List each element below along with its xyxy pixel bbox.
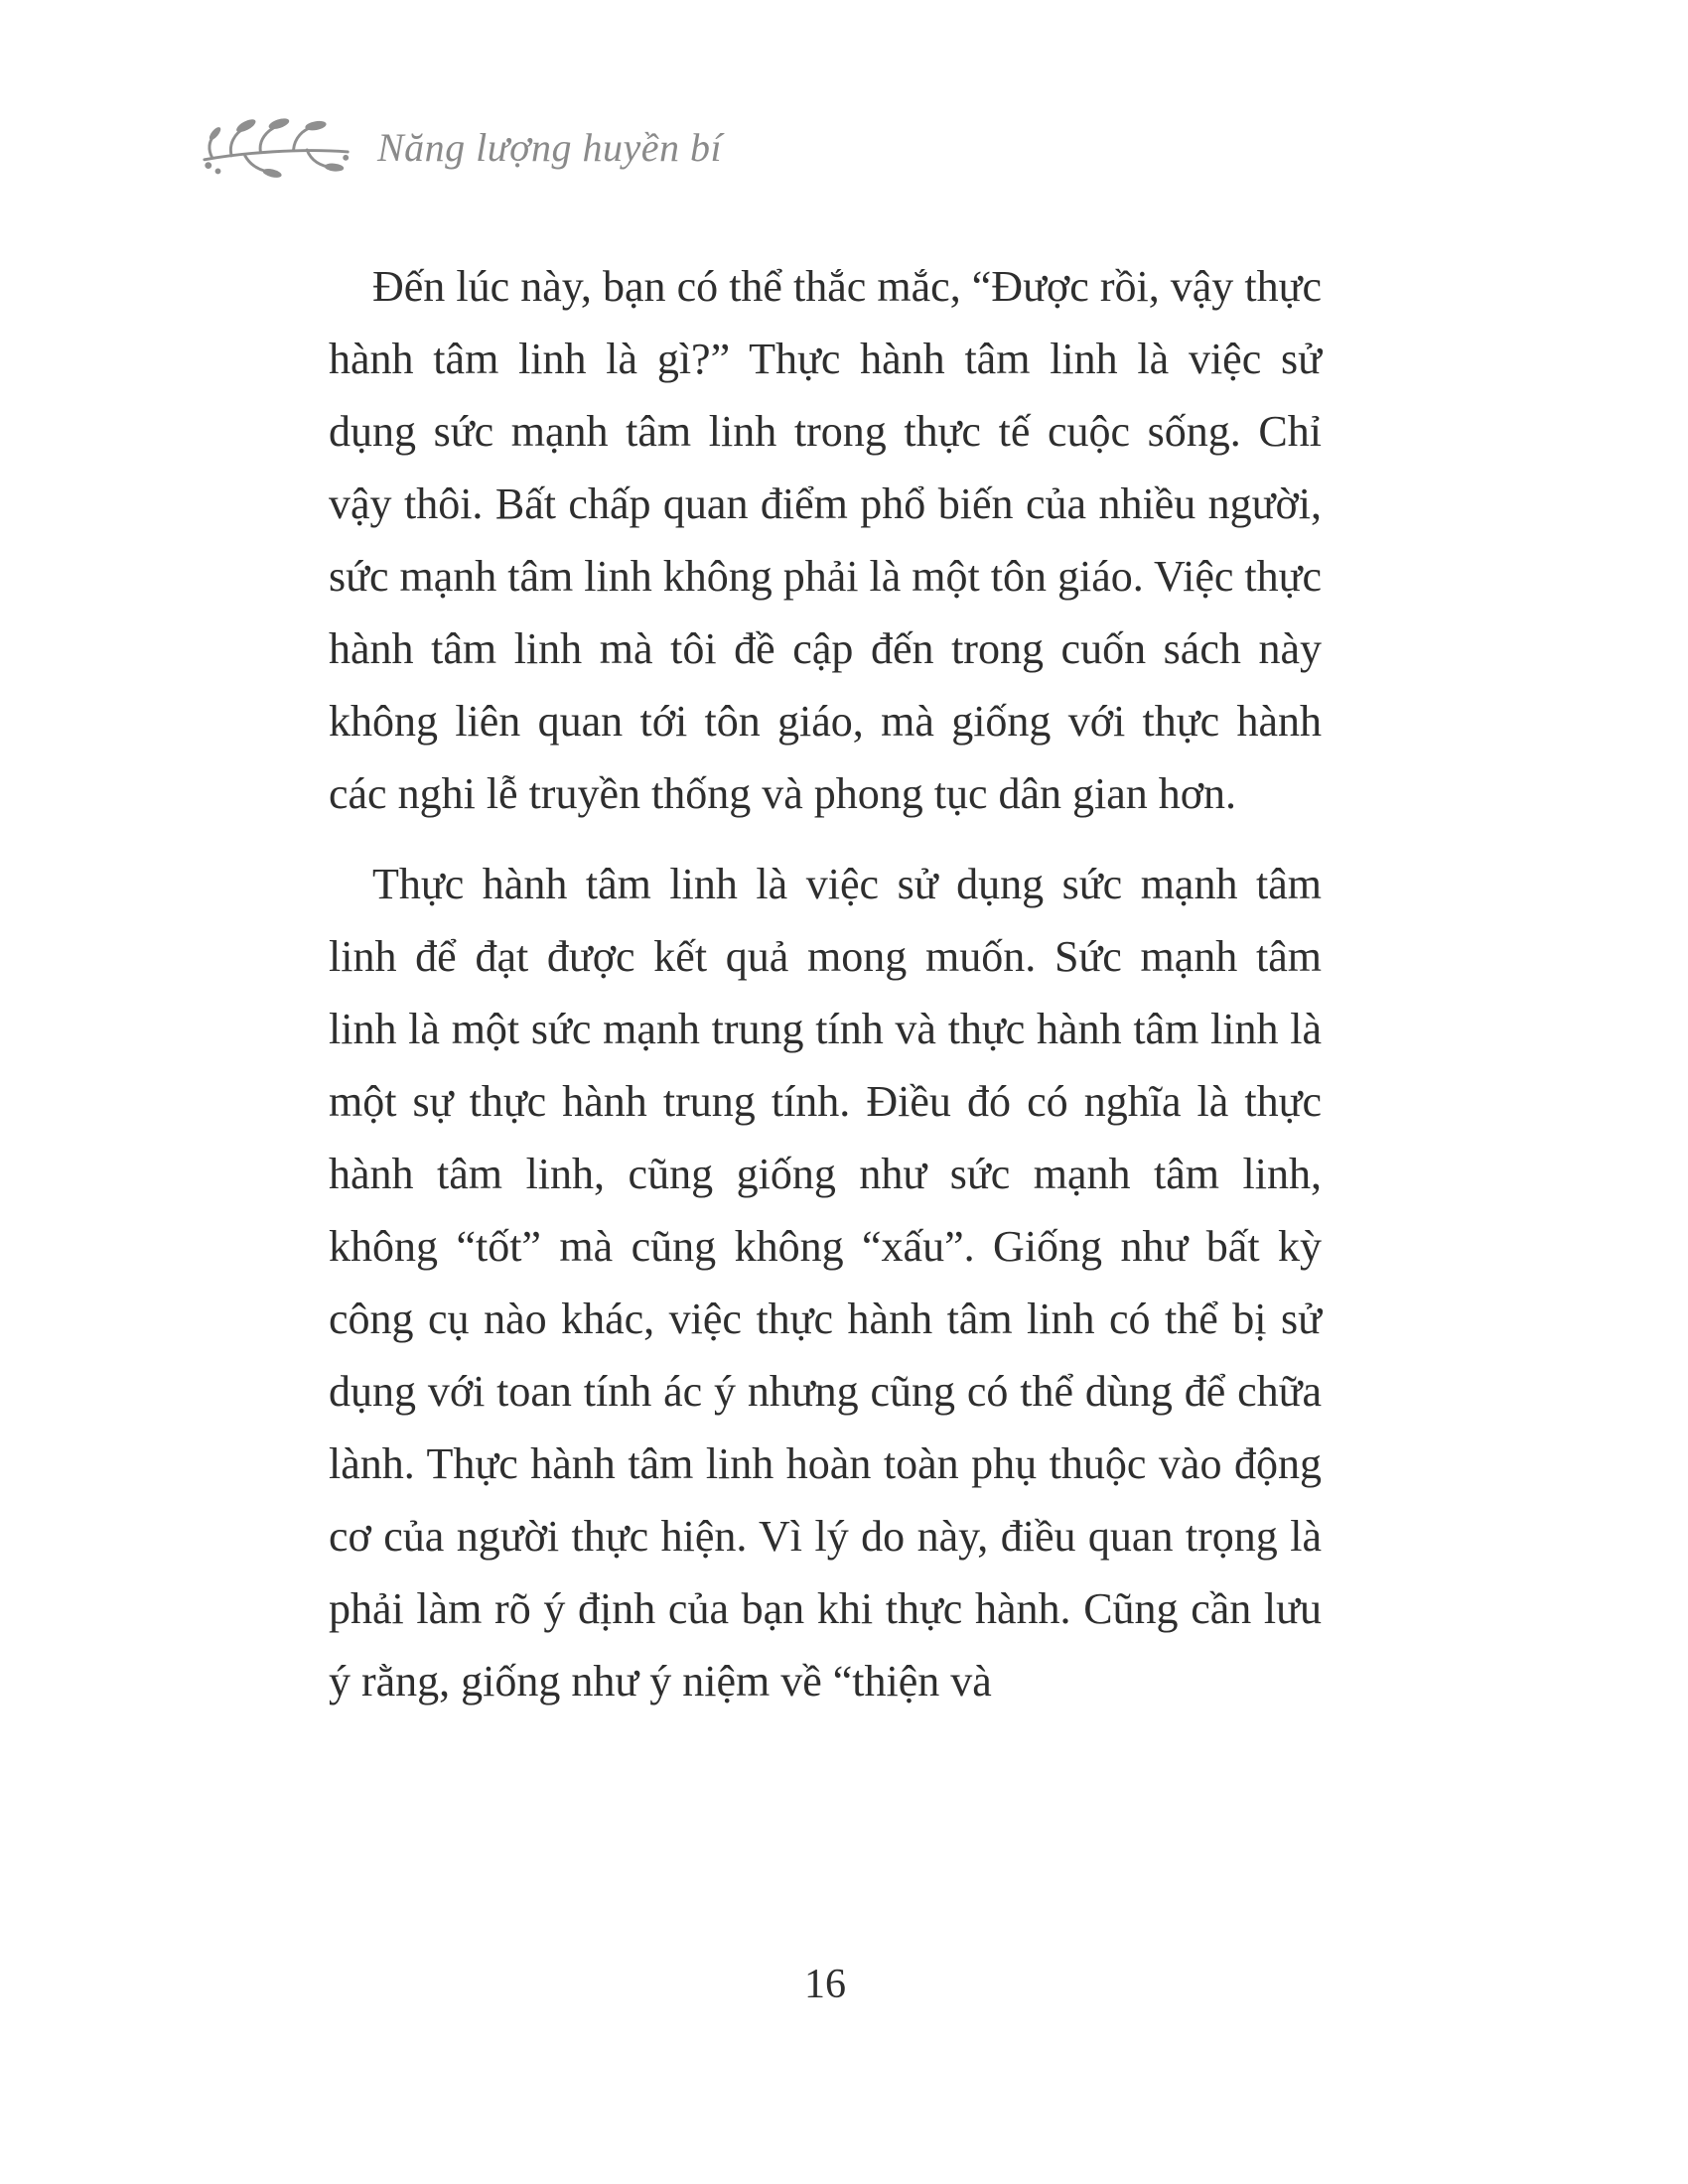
page-footer: [329, 1961, 1322, 2008]
paragraph: Thực hành tâm linh là việc sử dụng sức mạnh tâm linh để đạt được kết quả mong muốn. Sức mạnh tâm linh là một sức mạnh trung tính và thực hành tâm linh là một sự thực hành trung tính. Điều đó có nghĩa là thực hành tâm linh, cũng giống như sức mạnh tâm linh, không “tốt” mà cũng không “xấu”. Giống như bất kỳ công cụ nào khác, việc thực hành tâm linh có thể bị sử dụng với toan tính ác ý nhưng cũng có thể dùng để chữa lành. Thực hành tâm linh hoàn toàn phụ thuộc vào động cơ của người thực hiện. Vì lý do này, điều quan trọng là phải làm rõ ý định của bạn khi thực hành. Cũng cần lưu ý rằng, giống như ý niệm về “thiện và: [329, 860, 1322, 1706]
body-text: [329, 250, 1322, 1735]
running-title: Năng lượng huyền bí: [377, 124, 723, 170]
branch-ornament-icon: [199, 107, 353, 195]
paragraph: Đến lúc này, bạn có thể thắc mắc, “Được rồi, vậy thực hành tâm linh là gì?” Thực hành tâm linh là việc sử dụng sức mạnh tâm linh trong thực tế cuộc sống. Chỉ vậy thôi. Bất chấp quan điểm phổ biến của nhiều người, sức mạnh tâm linh không phải là một tôn giáo. Việc thực hành tâm linh mà tôi đề cập đến trong cuốn sách này không liên quan tới tôn giáo, mà giống với thực hành các nghi lễ truyền thống và phong tục dân gian hơn.: [329, 262, 1322, 818]
page-header: [199, 107, 722, 195]
page-number: 16: [804, 1962, 846, 2007]
